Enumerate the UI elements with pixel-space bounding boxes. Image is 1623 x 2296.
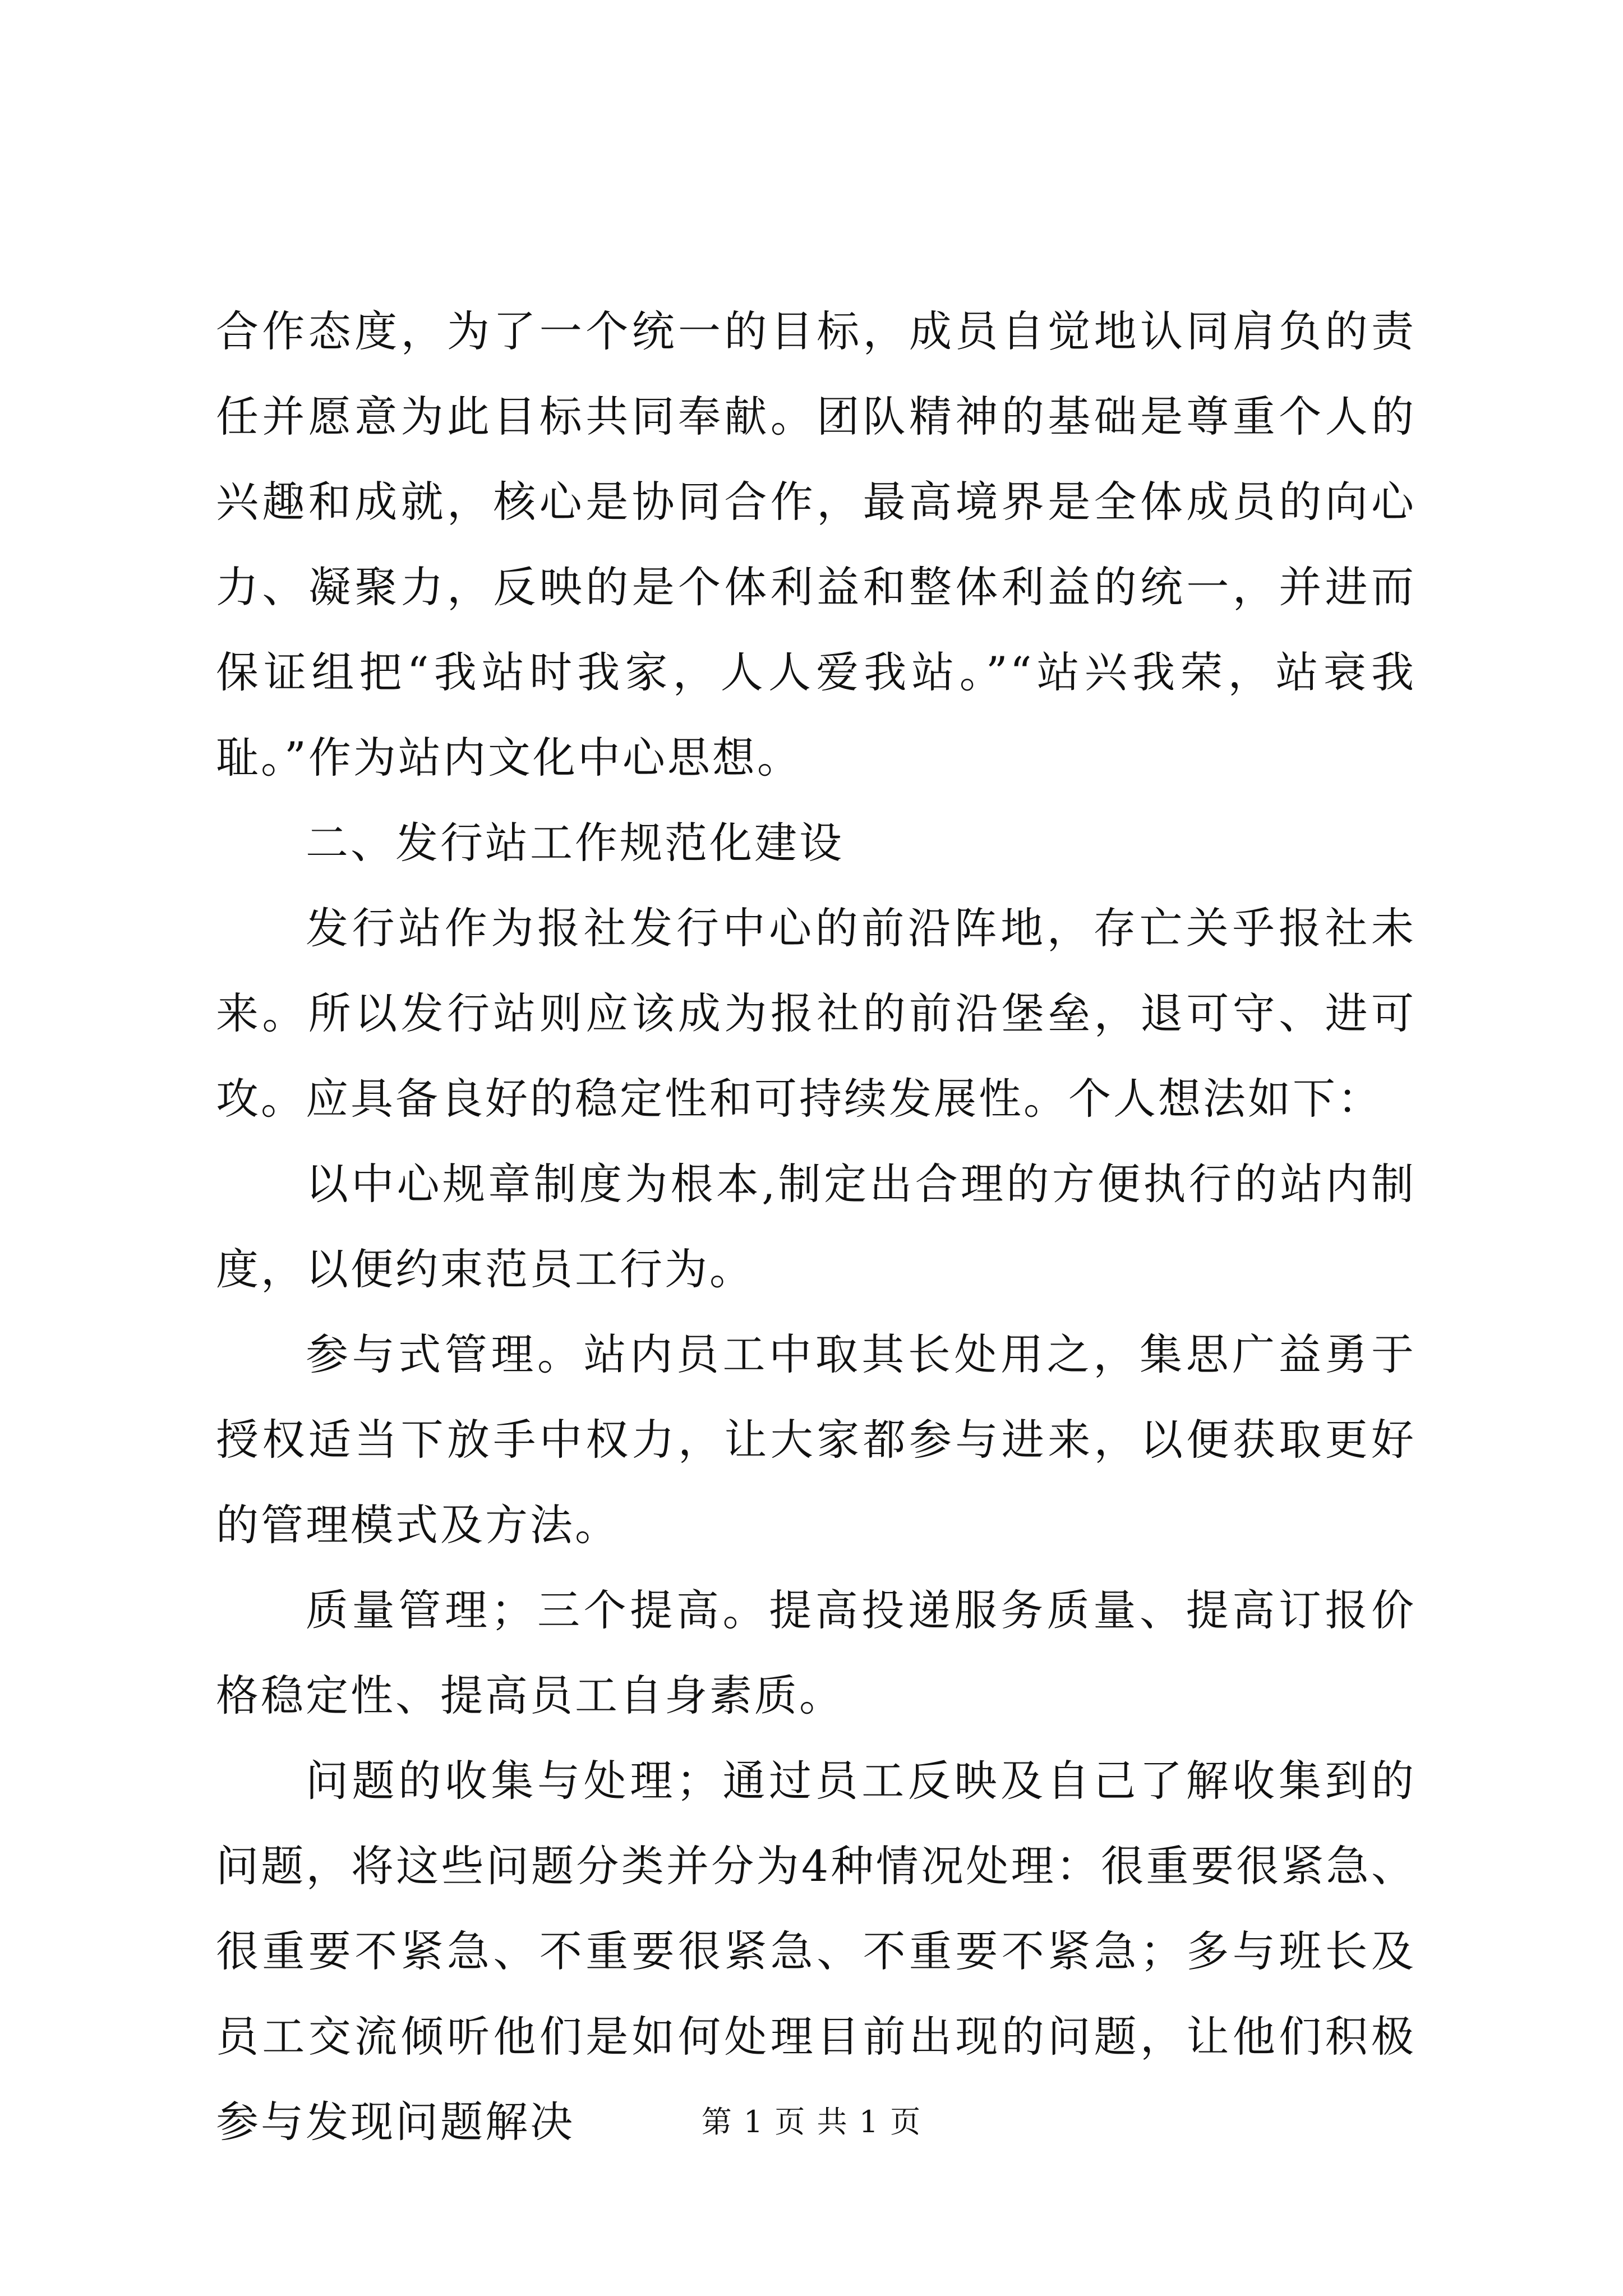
paragraph-problem-handling: 问题的收集与处理；通过员工反映及自己了解收集到的问题，将这些问题分类并分为4种情况处理：很重要很紧急、很重要不紧急、不重要很紧急、不重要不紧急；多与班长及员工交流倾听他们是如何处理目前出现的问题，让他们积极参与发现问题解决 xyxy=(216,1756,1416,2147)
paragraph-rules: 以中心规章制度为根本,制定出合理的方便执行的站内制度，以便约束范员工行为。 xyxy=(216,1159,1416,1294)
paragraph-quality-management: 质量管理；三个提高。提高投递服务质量、提高订报价格稳定性、提高员工自身素质。 xyxy=(216,1585,1416,1720)
paragraph-team-spirit: 合作态度，为了一个统一的目标，成员自觉地认同肩负的责任并愿意为此目标共同奉献。团队精神的基础是尊重个人的兴趣和成就，核心是协同合作，最高境界是全体成员的向心力、凝聚力，反映的是个体利益和整体利益的统一，并进而保证组把“我站时我家，人人爱我站。”“站兴我荣，站衰我耻。”作为站内文化中心思想。 xyxy=(216,306,1416,783)
document-body xyxy=(216,289,1416,2165)
page-footer: 第 1 页 共 1 页 xyxy=(701,2104,922,2139)
paragraph-frontline-station: 发行站作为报社发行中心的前沿阵地，存亡关乎报社未来。所以发行站则应该成为报社的前沿堡垒，退可守、进可攻。应具备良好的稳定性和可持续发展性。个人想法如下： xyxy=(216,903,1416,1124)
paragraph-participative-management: 参与式管理。站内员工中取其长处用之，集思广益勇于授权适当下放手中权力，让大家都参与进来，以便获取更好的管理模式及方法。 xyxy=(216,1329,1416,1550)
section-heading-standardization: 二、发行站工作规范化建设 xyxy=(306,818,844,868)
